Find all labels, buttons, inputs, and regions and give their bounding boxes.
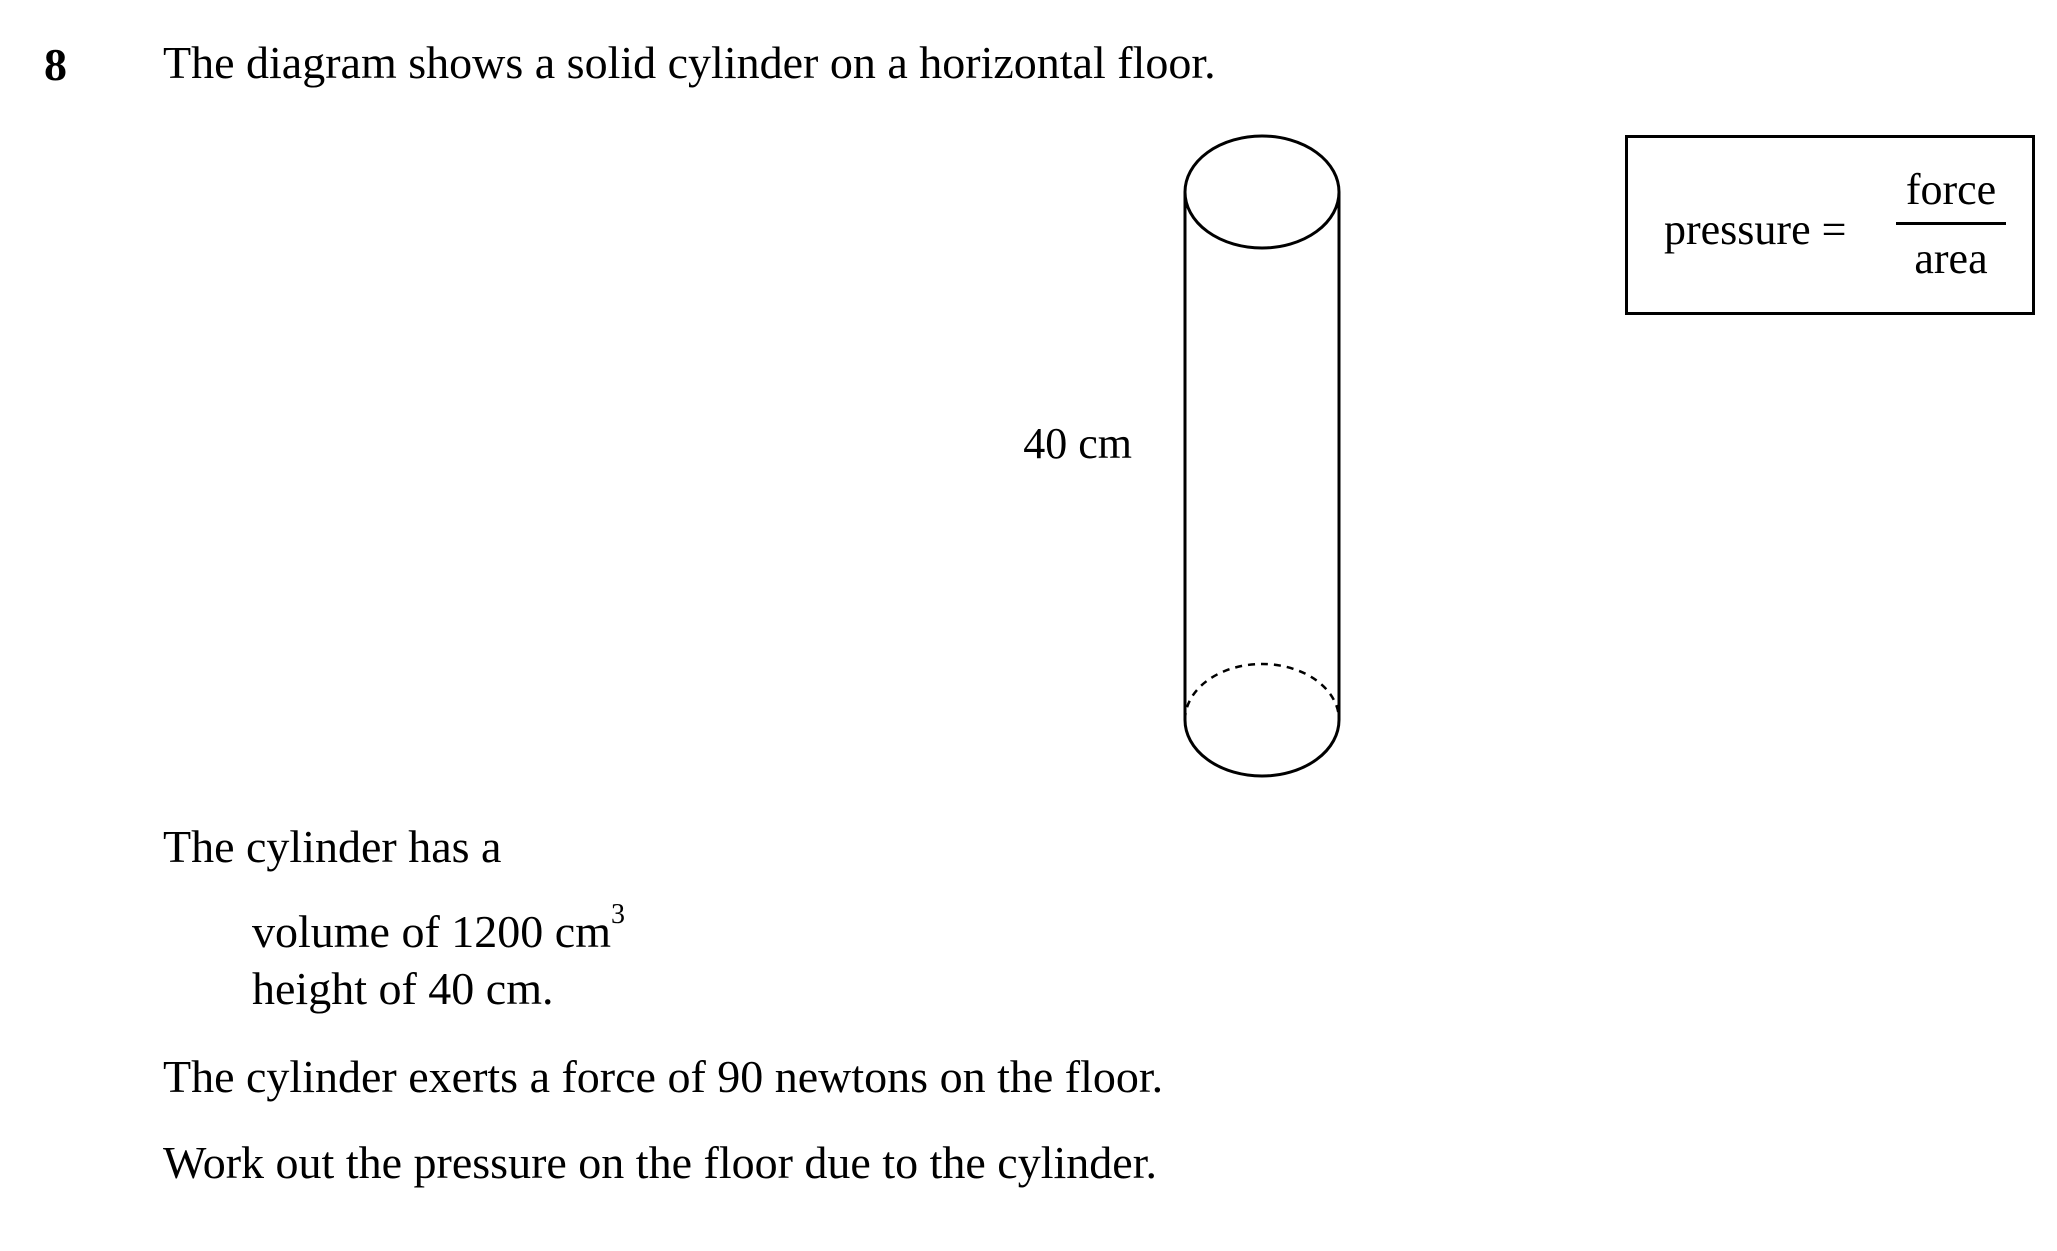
volume-exponent: 3 xyxy=(611,899,625,930)
volume-text: volume of 1200 cm xyxy=(252,906,611,957)
question-number: 8 xyxy=(44,39,67,90)
question-intro: The diagram shows a solid cylinder on a horizontal floor. xyxy=(163,37,1216,88)
cylinder-bottom-front-arc xyxy=(1185,720,1339,776)
force-line: The cylinder exerts a force of 90 newtons on the floor. xyxy=(163,1051,1164,1102)
formula-fraction xyxy=(1896,166,2006,284)
formula-denominator: area xyxy=(1914,234,1988,284)
volume-line xyxy=(252,899,625,958)
cylinder-diagram xyxy=(1000,120,1380,780)
height-label: 40 cm xyxy=(1023,419,1132,468)
formula-box xyxy=(1625,135,2035,315)
height-line: height of 40 cm. xyxy=(252,963,554,1014)
formula-numerator: force xyxy=(1905,165,1997,214)
fraction-bar xyxy=(1896,222,2006,225)
cylinder-bottom-back-arc xyxy=(1185,664,1339,720)
cylinder-top-ellipse xyxy=(1185,136,1339,248)
cylinder-has-line: The cylinder has a xyxy=(163,821,502,872)
formula-lhs: pressure = xyxy=(1664,205,1847,254)
task-line: Work out the pressure on the floor due to the cylinder. xyxy=(163,1137,1157,1188)
